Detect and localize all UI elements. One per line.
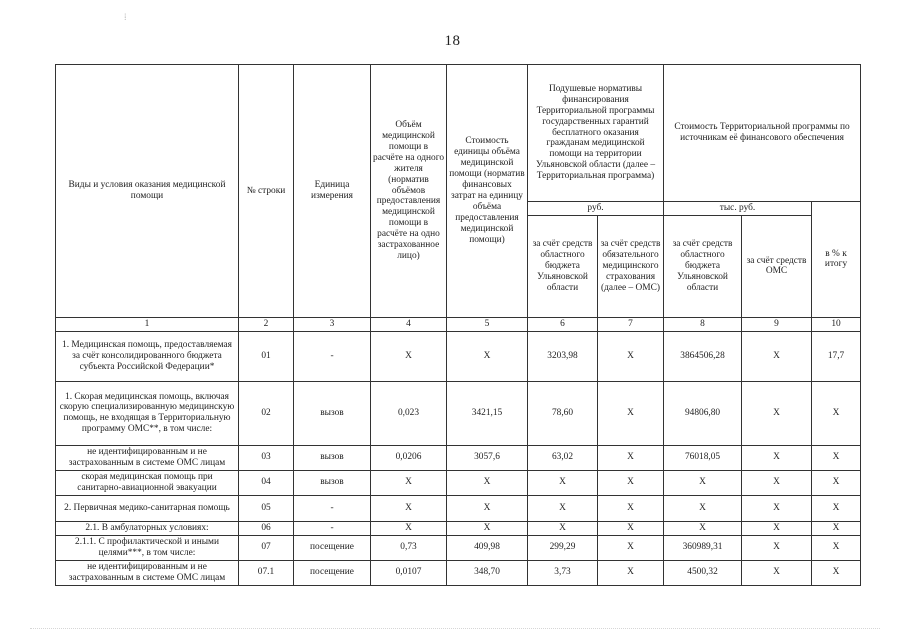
row-volume: 0,0107 [371, 560, 447, 585]
row-total-oms: X [742, 445, 812, 470]
row-cost: X [447, 470, 528, 495]
column-number: 1 [56, 317, 239, 331]
row-percent: X [812, 381, 861, 445]
row-per-capita-budget: 78,60 [528, 381, 598, 445]
row-volume: 0,73 [371, 535, 447, 560]
row-number: 07.1 [239, 560, 294, 585]
page-number: 18 [444, 33, 461, 49]
row-per-capita-oms: X [598, 495, 664, 521]
header-volume: Объём медицинской помощи в расчёте на одного жителя (норматив объёмов предоставления медицинской помощи в расчёте на одно застрахованное лицо) [371, 65, 447, 318]
column-number: 9 [742, 317, 812, 331]
row-volume: X [371, 470, 447, 495]
row-number: 04 [239, 470, 294, 495]
row-total-budget: 76018,05 [664, 445, 742, 470]
header-row-number: № строки [239, 65, 294, 318]
column-number: 10 [812, 317, 861, 331]
header-cost-group: Стоимость Территориальной программы по источникам её финансового обеспечения [664, 65, 861, 202]
header-unit: Единица измерения [294, 65, 371, 318]
row-unit: - [294, 521, 371, 535]
table-row [56, 445, 861, 470]
row-volume: 0,023 [371, 381, 447, 445]
row-cost: 3057,6 [447, 445, 528, 470]
row-total-budget: X [664, 495, 742, 521]
row-per-capita-budget: X [528, 521, 598, 535]
table-row [56, 381, 861, 445]
row-unit: вызов [294, 445, 371, 470]
header-total-budget: за счёт средств областного бюджета Ульяновской области [664, 215, 742, 317]
row-percent: 17,7 [812, 331, 861, 381]
row-per-capita-oms: X [598, 381, 664, 445]
column-numbers-row [56, 317, 861, 331]
row-per-capita-oms: X [598, 535, 664, 560]
table-row [56, 560, 861, 585]
scan-artifact-line [30, 628, 880, 630]
row-total-budget: X [664, 470, 742, 495]
row-percent: X [812, 560, 861, 585]
header-unit-rub: руб. [528, 202, 664, 216]
header-unit-thousand-rub: тыс. руб. [664, 202, 812, 216]
financing-table [55, 64, 861, 586]
row-percent: X [812, 470, 861, 495]
row-total-oms: X [742, 560, 812, 585]
row-name: скорая медицинская помощь при санитарно-авиационной эвакуации [56, 470, 239, 495]
table-row [56, 535, 861, 560]
row-unit: вызов [294, 470, 371, 495]
row-cost: X [447, 521, 528, 535]
row-total-budget: 4500,32 [664, 560, 742, 585]
row-total-budget: 360989,31 [664, 535, 742, 560]
row-volume: X [371, 521, 447, 535]
row-percent: X [812, 445, 861, 470]
row-total-oms: X [742, 495, 812, 521]
row-per-capita-oms: X [598, 445, 664, 470]
row-per-capita-budget: X [528, 470, 598, 495]
row-cost: X [447, 495, 528, 521]
header-unit-cost: Стоимость единицы объёма медицинской помощи (норматив финансовых затрат на единицу объёма предоставления медицинской помощи) [447, 65, 528, 318]
row-number: 02 [239, 381, 294, 445]
scan-mark: ⁞ [124, 12, 127, 22]
row-total-oms: X [742, 381, 812, 445]
row-cost: 409,98 [447, 535, 528, 560]
row-unit: посещение [294, 560, 371, 585]
row-name: 2. Первичная медико-санитарная помощь [56, 495, 239, 521]
row-number: 06 [239, 521, 294, 535]
row-name: 1. Скорая медицинская помощь, включая скорую специализированную медицинскую помощь, не входящая в Территориальную программу ОМС**, в том числе: [56, 381, 239, 445]
header-per-capita-group: Подушевые нормативы финансирования Территориальной программы государственных гарантий бесплатного оказания гражданам медицинской помощи на территории Ульяновской области (далее – Территориальная программа) [528, 65, 664, 202]
row-total-oms: X [742, 331, 812, 381]
row-per-capita-oms: X [598, 331, 664, 381]
row-name: 2.1.1. С профилактической и иными целями***, в том числе: [56, 535, 239, 560]
row-unit: - [294, 331, 371, 381]
row-percent: X [812, 521, 861, 535]
header-row-1 [56, 65, 861, 202]
row-name: 2.1. В амбулаторных условиях: [56, 521, 239, 535]
row-total-oms: X [742, 521, 812, 535]
row-per-capita-budget: 3203,98 [528, 331, 598, 381]
row-total-budget: 94806,80 [664, 381, 742, 445]
row-percent: X [812, 495, 861, 521]
row-total-oms: X [742, 535, 812, 560]
row-total-oms: X [742, 470, 812, 495]
row-unit: посещение [294, 535, 371, 560]
column-number: 7 [598, 317, 664, 331]
header-per-capita-oms: за счёт средств обязательного медицинского страхования (далее – ОМС) [598, 215, 664, 317]
row-number: 05 [239, 495, 294, 521]
row-number: 07 [239, 535, 294, 560]
column-number: 5 [447, 317, 528, 331]
row-name: не идентифицированным и не застрахованным в системе ОМС лицам [56, 445, 239, 470]
row-per-capita-budget: 299,29 [528, 535, 598, 560]
row-volume: 0,0206 [371, 445, 447, 470]
table-row [56, 470, 861, 495]
header-percent: в % к итогу [812, 202, 861, 318]
row-per-capita-budget: 3,73 [528, 560, 598, 585]
column-number: 3 [294, 317, 371, 331]
header-per-capita-budget: за счёт средств областного бюджета Ульяновской области [528, 215, 598, 317]
row-name: не идентифицированным и не застрахованным в системе ОМС лицам [56, 560, 239, 585]
table-row [56, 495, 861, 521]
row-number: 01 [239, 331, 294, 381]
row-per-capita-oms: X [598, 470, 664, 495]
row-total-budget: 3864506,28 [664, 331, 742, 381]
row-per-capita-oms: X [598, 560, 664, 585]
row-cost: X [447, 331, 528, 381]
table-row [56, 331, 861, 381]
row-number: 03 [239, 445, 294, 470]
column-number: 8 [664, 317, 742, 331]
header-kinds-and-conditions: Виды и условия оказания медицинской помощи [56, 65, 239, 318]
row-cost: 348,70 [447, 560, 528, 585]
row-unit: - [294, 495, 371, 521]
row-cost: 3421,15 [447, 381, 528, 445]
row-volume: X [371, 331, 447, 381]
row-total-budget: X [664, 521, 742, 535]
row-unit: вызов [294, 381, 371, 445]
header-total-oms: за счёт средств ОМС [742, 215, 812, 317]
row-per-capita-oms: X [598, 521, 664, 535]
row-per-capita-budget: 63,02 [528, 445, 598, 470]
row-percent: X [812, 535, 861, 560]
row-volume: X [371, 495, 447, 521]
row-name: 1. Медицинская помощь, предоставляемая за счёт консолидированного бюджета субъекта Российской Федерации* [56, 331, 239, 381]
column-number: 4 [371, 317, 447, 331]
column-number: 6 [528, 317, 598, 331]
row-per-capita-budget: X [528, 495, 598, 521]
table-row [56, 521, 861, 535]
column-number: 2 [239, 317, 294, 331]
